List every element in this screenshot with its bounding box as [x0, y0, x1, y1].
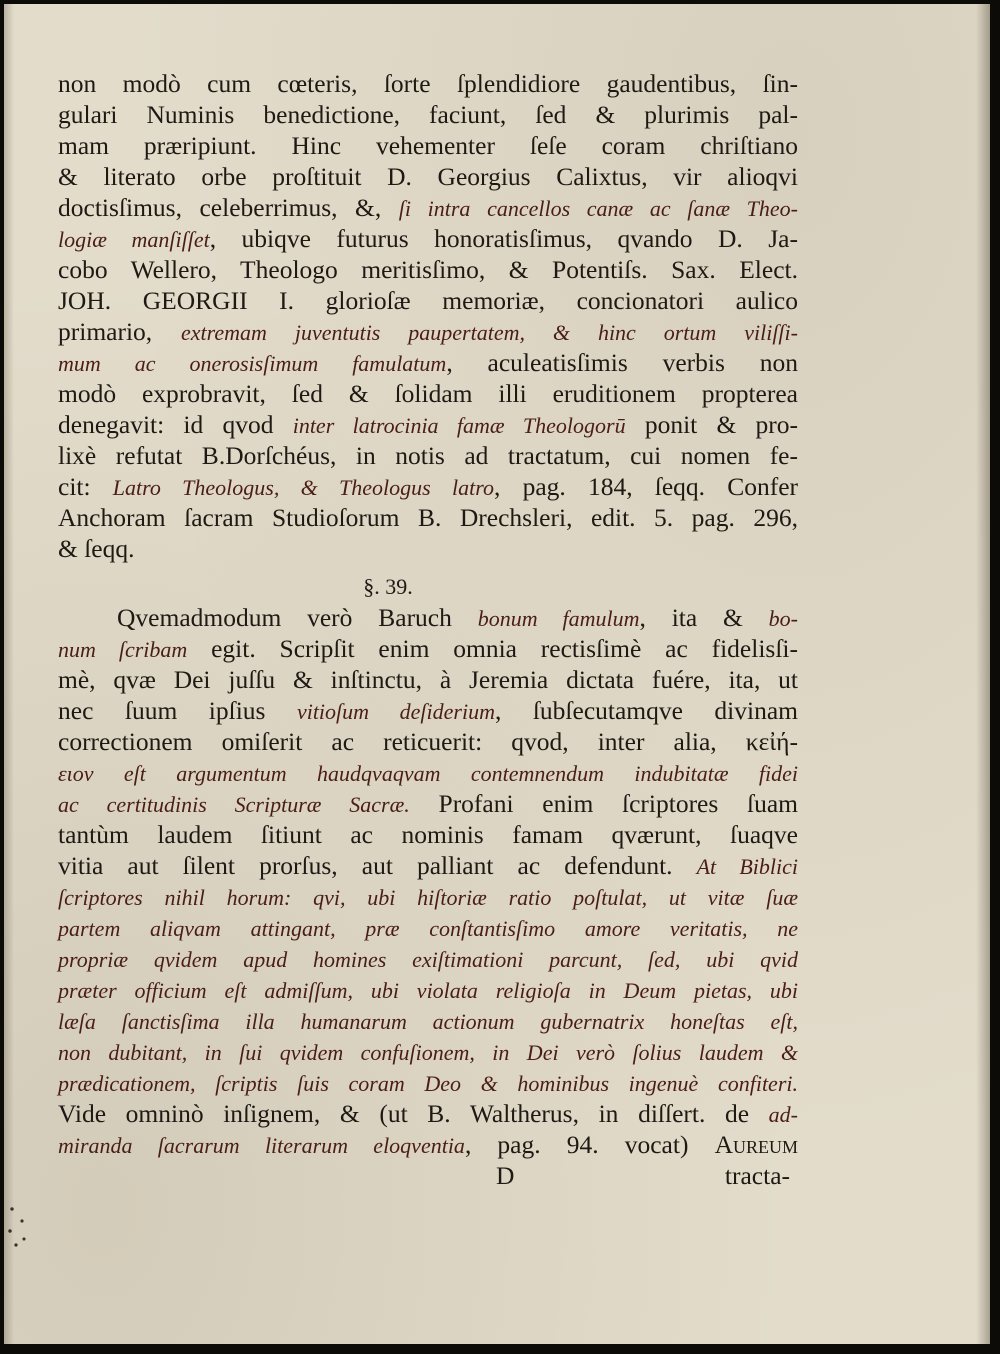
italic-text: bo-	[768, 606, 798, 631]
italic-text: At Biblici	[696, 854, 798, 879]
roman-text: ponit & pro-	[625, 410, 798, 439]
italic-text: num ſcribam	[58, 637, 188, 662]
italic-text: extremam juventutis paupertatem, & hinc ortum viliſſi-	[180, 320, 798, 345]
text-line	[58, 788, 798, 819]
italic-text: miranda ſacrarum literarum eloqventia	[58, 1133, 465, 1158]
roman-text: cobo Wellero, Theologo meritisſimo, & Potentiſs. Sax. Elect.	[58, 255, 798, 284]
italic-text: præter officium eſt admiſſum, ubi violata religioſa in Deum pietas, ubi	[58, 978, 798, 1003]
roman-text: egit. Scripſit enim omnia rectisſimè ac fidelisſi-	[187, 634, 799, 663]
roman-text: lixè refutat B.Dorſchéus, in notis ad tractatum, cui nomen fe-	[58, 441, 798, 470]
text-line	[58, 316, 798, 347]
text-line	[58, 1098, 798, 1129]
roman-text: JOH. GEORGII I. glorioſæ memoriæ, concionatori aulico	[58, 286, 798, 315]
roman-text: Anchoram ſacram Studioſorum B. Drechsleri, edit. 5. pag. 296,	[58, 503, 798, 532]
roman-text: , ita &	[639, 603, 769, 632]
text-line	[58, 502, 798, 533]
italic-text: ſi intra cancellos canæ ac ſanæ Theo-	[398, 196, 799, 221]
text-line	[58, 99, 798, 130]
text-line	[58, 819, 798, 850]
text-line	[58, 1129, 798, 1160]
italic-text: Latro Theologus, & Theologus latro	[112, 475, 495, 500]
page-text-block	[58, 68, 798, 1191]
italic-text: vitioſum deſiderium	[296, 699, 495, 724]
italic-text: non dubitant, in ſui qvidem confuſionem, in Dei verò ſolius laudem &	[58, 1040, 798, 1065]
italic-text: propriæ qvidem apud homines exiſtimationi parcunt, ſed, ubi qvid	[58, 947, 798, 972]
text-line	[58, 1036, 798, 1067]
roman-text: primario,	[58, 317, 181, 346]
text-line	[58, 223, 798, 254]
text-line	[58, 633, 798, 664]
roman-text: , ſubſecutamqve divinam	[494, 696, 798, 725]
roman-text: correctionem omiſerit ac reticuerit: qvod, inter alia, κεἰή-	[58, 727, 798, 756]
roman-text: cit:	[58, 472, 113, 501]
roman-text: gulari Numinis benedictione, faciunt, ſed & plurimis pal-	[58, 100, 798, 129]
roman-text: & ſeqq.	[58, 534, 135, 563]
text-line	[58, 881, 798, 912]
text-line	[58, 192, 798, 223]
italic-text: prædicationem, ſcriptis ſuis coram Deo & hominibus ingenuè confiteri.	[58, 1071, 798, 1096]
text-line	[58, 161, 798, 192]
roman-text: & literato orbe proſtituit D. Georgius Calixtus, vir alioqvi	[58, 162, 798, 191]
section-heading: §. 39.	[363, 574, 413, 599]
page-footer	[58, 1160, 798, 1191]
italic-text: bonum famulum	[477, 606, 640, 631]
roman-text: , ubiqve futurus honoratisſimus, qvando D. Ja-	[209, 224, 798, 253]
text-line	[58, 254, 798, 285]
roman-text: Vide omninò inſignem, & (ut B. Waltherus, in diſſert. de	[58, 1099, 769, 1128]
text-line	[58, 664, 798, 695]
roman-text: doctisſimus, celeberrimus, &,	[58, 193, 399, 222]
roman-text: , pag. 94. vocat)	[464, 1130, 715, 1159]
text-line	[58, 378, 798, 409]
roman-text: Qvemadmodum verò Baruch	[117, 603, 478, 632]
italic-text: læſa ſanctisſima illa humanarum actionum gubernatrix honeſtas eſt,	[58, 1009, 798, 1034]
italic-text: logiæ manſiſſet	[58, 227, 210, 252]
roman-text: vitia aut ſilent prorſus, aut palliant ac defendunt.	[58, 851, 697, 880]
roman-text: mè, qvæ Dei juſſu & inſtinctu, à Jeremia dictata fuére, ita, ut	[58, 665, 798, 694]
italic-text: ac certitudinis Scripturæ Sacræ.	[58, 792, 410, 817]
page-edge-shadow	[976, 4, 990, 1344]
roman-text: Profani enim ſcriptores ſuam	[409, 789, 799, 818]
text-line	[58, 695, 798, 726]
text-line	[58, 440, 798, 471]
italic-text: ſcriptores nihil horum: qvi, ubi hiſtoriæ ratio poſtulat, ut vitæ ſuæ	[58, 885, 798, 910]
roman-text: tantùm laudem ſitiunt ac nominis famam qværunt, ſuaqve	[58, 820, 798, 849]
text-line	[58, 726, 798, 757]
text-line	[58, 471, 798, 502]
catchword: tracta-	[724, 1161, 790, 1190]
paragraph-continued	[58, 68, 798, 564]
text-line	[58, 757, 798, 788]
roman-text: , pag. 184, ſeqq. Confer	[494, 472, 799, 501]
roman-text: Aureum	[714, 1130, 798, 1159]
roman-text: denegavit: id qvod	[58, 410, 293, 439]
page-gutter-shadow	[4, 4, 14, 1344]
signature-mark: D	[496, 1161, 515, 1190]
text-line	[58, 130, 798, 161]
text-line	[58, 912, 798, 943]
roman-text: , aculeatisſimis verbis non	[446, 348, 798, 377]
text-line	[58, 409, 798, 440]
page-stain-marks	[4, 1199, 34, 1249]
italic-text: ειον eſt argumentum haudqvaqvam contemnendum indubitatæ fidei	[58, 761, 798, 786]
text-line	[58, 533, 798, 564]
italic-text: partem aliqvam attingant, præ conſtantisſimo amore veritatis, ne	[58, 916, 798, 941]
roman-text: non modò cum cœteris, ſorte ſplendidiore gaudentibus, ſin-	[58, 69, 798, 98]
italic-text: mum ac onerosisſimum famulatum	[58, 351, 447, 376]
text-line	[58, 68, 798, 99]
text-line	[58, 943, 798, 974]
text-line	[58, 285, 798, 316]
text-line	[58, 602, 798, 633]
roman-text: nec ſuum ipſius	[58, 696, 297, 725]
italic-text: ad-	[768, 1102, 798, 1127]
text-line	[58, 347, 798, 378]
text-line	[58, 850, 798, 881]
text-line	[58, 1005, 798, 1036]
text-line	[58, 974, 798, 1005]
italic-text: inter latrocinia famæ Theologorū	[292, 413, 626, 438]
roman-text: modò exprobravit, ſed & ſolidam illi eruditionem propterea	[58, 379, 798, 408]
text-line	[58, 1067, 798, 1098]
roman-text: mam præripiunt. Hinc vehementer ſeſe coram chriſtiano	[58, 131, 798, 160]
paragraph-section-39	[58, 602, 798, 1160]
